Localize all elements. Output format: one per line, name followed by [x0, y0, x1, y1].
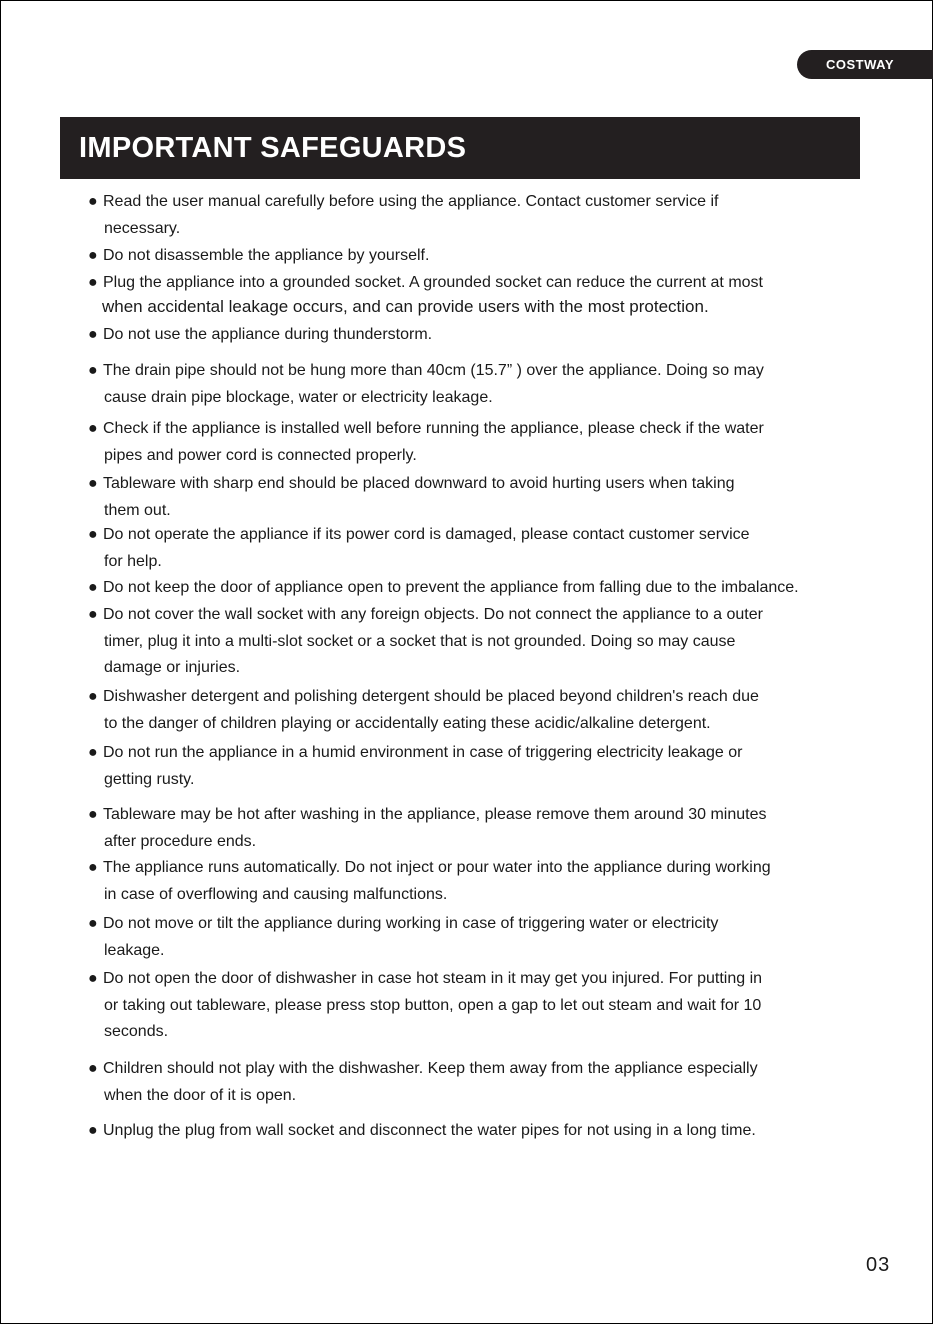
- list-item: [88, 911, 858, 964]
- bullet-icon: ●: [88, 688, 98, 705]
- list-item: [88, 522, 858, 575]
- bullet-icon: ●: [88, 579, 98, 596]
- list-item: [88, 575, 858, 602]
- item-line: The appliance runs automatically. Do not inject or pour water into the appliance during working: [103, 859, 771, 876]
- item-line: pipes and power cord is connected properly.: [104, 446, 417, 464]
- item-line: Unplug the plug from wall socket and disconnect the water pipes for not using in a long time.: [103, 1122, 756, 1139]
- bullet-icon: ●: [88, 1060, 98, 1077]
- bullet-icon: ●: [88, 247, 98, 264]
- list-item: [88, 1118, 858, 1145]
- list-item: [88, 602, 858, 682]
- item-line: cause drain pipe blockage, water or electricity leakage.: [104, 388, 493, 406]
- item-line: after procedure ends.: [104, 832, 257, 850]
- bullet-icon: ●: [88, 606, 98, 623]
- brand-name: COSTWAY: [825, 57, 895, 72]
- list-item: [88, 189, 858, 242]
- list-item: [88, 855, 858, 908]
- bullet-icon: ●: [88, 420, 98, 437]
- bullet-icon: ●: [88, 193, 98, 210]
- item-line: Do not run the appliance in a humid environment in case of triggering electricity leakage or: [103, 744, 743, 761]
- page-number: 03: [866, 1254, 891, 1276]
- item-line: Dishwasher detergent and polishing detergent should be placed beyond children's reach due: [103, 688, 759, 705]
- item-line: Do not use the appliance during thunderstorm.: [103, 326, 433, 343]
- item-line: leakage.: [104, 941, 165, 959]
- item-line: Do not keep the door of appliance open to prevent the appliance from falling due to the imbalance.: [103, 579, 799, 596]
- item-line: damage or injuries.: [104, 659, 241, 676]
- item-line: getting rusty.: [104, 770, 195, 788]
- item-line: Tableware with sharp end should be placed downward to avoid hurting users when taking: [103, 475, 735, 492]
- list-item: [88, 358, 858, 411]
- item-line: them out.: [104, 501, 171, 519]
- list-item: [88, 322, 858, 349]
- item-line: The drain pipe should not be hung more than 40cm (15.7” ) over the appliance. Doing so may: [103, 362, 764, 379]
- item-line: Do not move or tilt the appliance during working in case of triggering water or electricity: [103, 915, 719, 932]
- item-line: seconds.: [104, 1023, 169, 1040]
- item-line: Do not operate the appliance if its power cord is damaged, please contact customer service: [103, 526, 750, 543]
- bullet-icon: ●: [88, 362, 98, 379]
- list-item: [88, 740, 858, 793]
- list-item: [88, 270, 858, 317]
- item-line: when the door of it is open.: [104, 1086, 297, 1104]
- item-line: in case of overflowing and causing malfunctions.: [104, 885, 448, 903]
- list-item: [88, 243, 858, 270]
- section-header: [60, 117, 860, 179]
- bullet-icon: ●: [88, 744, 98, 761]
- item-line: Children should not play with the dishwasher. Keep them away from the appliance especially: [103, 1060, 758, 1077]
- item-line: for help.: [104, 552, 162, 570]
- list-item: [88, 416, 858, 469]
- item-line: timer, plug it into a multi-slot socket or a socket that is not grounded. Doing so may cause: [104, 632, 736, 650]
- bullet-icon: ●: [88, 915, 98, 932]
- item-line: to the danger of children playing or accidentally eating these acidic/alkaline detergent.: [104, 714, 711, 732]
- item-line: or taking out tableware, please press stop button, open a gap to let out steam and wait for 10: [104, 996, 762, 1014]
- bullet-icon: ●: [88, 806, 98, 823]
- item-line: necessary.: [104, 219, 181, 237]
- item-line: Check if the appliance is installed well before running the appliance, please check if the water: [103, 420, 764, 437]
- bullet-icon: ●: [88, 526, 98, 543]
- list-item: [88, 684, 858, 737]
- list-item: [88, 471, 858, 524]
- bullet-icon: ●: [88, 274, 98, 291]
- item-line: when accidental leakage occurs, and can provide users with the most protection.: [102, 296, 709, 316]
- page-title: IMPORTANT SAFEGUARDS: [79, 131, 467, 164]
- list-item: [88, 802, 858, 855]
- item-line: Do not disassemble the appliance by yourself.: [103, 247, 430, 264]
- bullet-icon: ●: [88, 859, 98, 876]
- list-item: [88, 966, 858, 1046]
- bullet-icon: ●: [88, 475, 98, 492]
- brand-logo: [797, 50, 933, 79]
- bullet-icon: ●: [88, 970, 98, 987]
- bullet-icon: ●: [88, 326, 98, 343]
- item-line: Tableware may be hot after washing in the appliance, please remove them around 30 minutes: [103, 806, 767, 823]
- item-line: Do not cover the wall socket with any foreign objects. Do not connect the appliance to a outer: [103, 606, 763, 623]
- bullet-icon: ●: [88, 1122, 98, 1139]
- item-line: Plug the appliance into a grounded socket. A grounded socket can reduce the current at most: [103, 274, 763, 291]
- item-line: Do not open the door of dishwasher in case hot steam in it may get you injured. For putting in: [103, 970, 763, 987]
- item-line: Read the user manual carefully before using the appliance. Contact customer service if: [103, 193, 719, 210]
- list-item: [88, 1056, 858, 1109]
